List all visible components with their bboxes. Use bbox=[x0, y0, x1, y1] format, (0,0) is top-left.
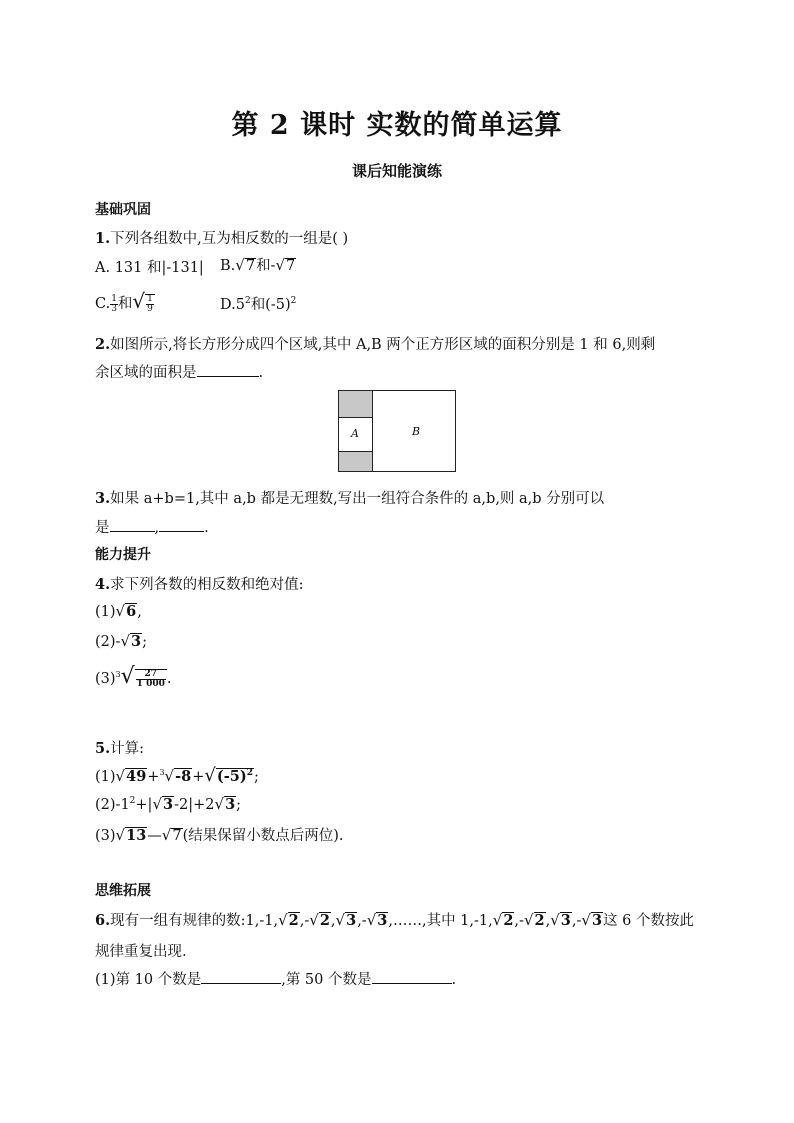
option-text: 和- bbox=[256, 258, 276, 274]
question-3 bbox=[95, 487, 604, 508]
cube-root-icon: √ bbox=[164, 767, 175, 785]
question-6: 6.现有一组有规律的数:1,-1,√2,-√2,√3,-√3,……,其中 1,-1,√2,-√2,√3,-√3这 6 个数按此 bbox=[95, 911, 694, 929]
question-number: 3. bbox=[95, 490, 111, 507]
label-a: A bbox=[351, 427, 359, 440]
sqrt-icon: √ bbox=[309, 911, 319, 929]
sqrt-icon: √ bbox=[214, 795, 225, 813]
question-5-part-2: $(2)-1^2+|√3-2|+2√3$; bbox=[95, 795, 242, 813]
option-text: 和 bbox=[117, 296, 133, 312]
question-text: 计算: bbox=[110, 741, 145, 757]
label-b: B bbox=[412, 425, 421, 438]
question-number: 4. bbox=[95, 576, 111, 593]
question-3-line2: 是 , . bbox=[95, 516, 209, 537]
option-a: A. 131 和|-131| bbox=[95, 260, 204, 276]
answer-blank[interactable] bbox=[197, 362, 259, 377]
sqrt-icon: √ bbox=[523, 911, 534, 929]
sqrt-icon: √ bbox=[581, 911, 591, 929]
sqrt-icon: √ bbox=[115, 602, 126, 620]
radicand: 7 bbox=[286, 258, 296, 274]
section-heading-ability: 能力提升 bbox=[95, 547, 151, 563]
question-4-part-2: (2)-√3; bbox=[95, 632, 147, 650]
answer-blank[interactable] bbox=[159, 517, 204, 532]
sqrt-icon: √ bbox=[120, 632, 131, 650]
option-label: B. bbox=[220, 258, 236, 274]
sqrt-icon: √ bbox=[204, 765, 216, 786]
question-number: 5. bbox=[95, 740, 111, 757]
question-4-part-1: (1)√6, bbox=[95, 602, 142, 620]
question-2-line2: 余区域的面积是 . bbox=[95, 361, 263, 382]
sqrt-icon: √ bbox=[115, 826, 126, 844]
question-5-part-3: (3)√13—√7(结果保留小数点后两位). bbox=[95, 826, 344, 844]
sqrt-icon: √ bbox=[132, 289, 146, 313]
shaded-region-top bbox=[339, 391, 373, 418]
question-number: 1. bbox=[95, 230, 111, 247]
question-text: 下列各组数中,互为相反数的一组是( ) bbox=[110, 231, 349, 247]
cube-root-icon: √ bbox=[120, 664, 135, 689]
question-6-part-1: (1)第 10 个数是 ,第 50 个数是 . bbox=[95, 968, 456, 989]
answer-blank[interactable] bbox=[201, 969, 281, 984]
answer-blank[interactable] bbox=[110, 517, 155, 532]
option-d: $D.5^2$和$(-5)^2$ bbox=[220, 296, 297, 313]
sqrt-icon: √ bbox=[275, 256, 286, 274]
sqrt-icon: √ bbox=[366, 911, 377, 929]
question-text: 如图所示,将长方形分成四个区域,其中 A,B 两个正方形区域的面积分别是 1 和 6,则剩 bbox=[110, 337, 656, 353]
square-a bbox=[339, 418, 373, 452]
option-label: C. bbox=[95, 296, 111, 312]
radicand: 7 bbox=[245, 258, 256, 274]
sqrt-icon: √ bbox=[492, 911, 503, 929]
question-text: 如果 a+b=1,其中 a,b 都是无理数,写出一组符合条件的 a,b,则 a,b 分别可以 bbox=[110, 491, 605, 507]
radicand: $\frac{27}{1 000}$ bbox=[136, 668, 165, 689]
sqrt-icon: √ bbox=[152, 795, 163, 813]
question-5-part-1: $(1)√49+^3√-8+√(-5)^2$; bbox=[95, 765, 259, 786]
sqrt-icon: √ bbox=[161, 826, 172, 844]
fraction: $\frac{1}{3}$ bbox=[111, 293, 117, 314]
question-number: 2. bbox=[95, 336, 111, 353]
option-b bbox=[220, 254, 296, 275]
option-c bbox=[95, 289, 155, 314]
sqrt-icon: √ bbox=[278, 911, 288, 929]
question-2 bbox=[95, 333, 655, 354]
sqrt-icon: √ bbox=[115, 767, 126, 785]
section-heading-basic: 基础巩固 bbox=[95, 202, 151, 218]
question-4 bbox=[95, 573, 304, 594]
root-index: 3 bbox=[115, 670, 121, 680]
question-4-part-3: $(3)^3√$ $\frac{27}{1 000}$ . bbox=[95, 664, 172, 689]
rectangle-figure bbox=[338, 390, 456, 472]
section-heading-thinking: 思维拓展 bbox=[95, 883, 151, 899]
page-subtitle: 课后知能演练 bbox=[351, 162, 442, 180]
page-title: 第 2 课时 实数的简单运算 bbox=[231, 110, 563, 141]
question-number: 6. bbox=[95, 912, 111, 929]
question-5 bbox=[95, 737, 144, 758]
shaded-region-bottom bbox=[339, 452, 373, 471]
answer-blank[interactable] bbox=[372, 969, 452, 984]
question-6-line2: 规律重复出现. bbox=[95, 944, 187, 960]
sqrt-icon: √ bbox=[550, 911, 560, 929]
sqrt-icon: √ bbox=[235, 256, 245, 274]
question-1 bbox=[95, 227, 348, 248]
sqrt-icon: √ bbox=[335, 911, 346, 929]
radicand: $\frac{1}{9}$ bbox=[147, 293, 153, 314]
question-text: 求下列各数的相反数和绝对值: bbox=[110, 577, 304, 593]
